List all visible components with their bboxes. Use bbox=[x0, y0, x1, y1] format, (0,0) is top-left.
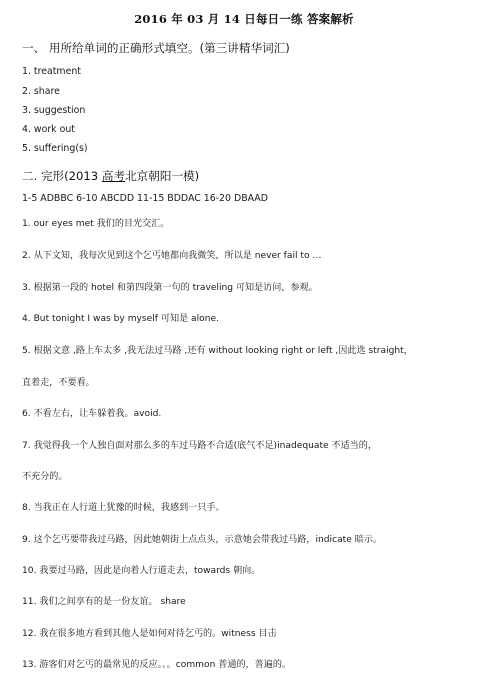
document-title: 2016 年 03 月 14 日每日一练 答案解析 bbox=[134, 12, 354, 26]
cloze-answer-key: 1-5 ADBBC 6-10 ABCDD 11-15 BDDAC 16-20 DBAAD bbox=[22, 193, 268, 204]
explanation-line: 9. 这个乞丐要带我过马路，因此她朝街上点点头，示意她会带我过马路，indicate 暗示。 bbox=[22, 535, 382, 545]
section-two-heading-underlined: 高考 bbox=[101, 169, 126, 183]
answer-line: 5. suffering(s) bbox=[22, 143, 88, 154]
explanation-line: 3. 根据第一段的 hotel 和第四段第一句的 traveling 可知是访问，参观。 bbox=[22, 283, 318, 293]
explanation-line: 1. our eyes met 我们的目光交汇。 bbox=[22, 219, 170, 229]
answer-line: 1. treatment bbox=[22, 66, 81, 77]
explanation-line: 7. 我觉得我一个人独自面对那么多的车过马路不合适(底气不足)inadequate 不适当的， bbox=[22, 441, 377, 451]
explanation-line: 2. 从下文知，我每次见到这个乞丐她都向我微笑，所以是 never fail to … bbox=[22, 251, 322, 261]
explanation-line: 12. 我在很多地方看到其他人是如何对待乞丐的。witness 目击 bbox=[22, 629, 277, 639]
explanation-line: 11. 我们之间享有的是一份友谊。 share bbox=[22, 597, 186, 607]
explanation-line: 13. 游客们对乞丐的最常见的反应。。。common 普通的，普遍的。 bbox=[22, 660, 292, 670]
explanation-line: 5. 根据文意 ,路上车太多 ,我无法过马路 ,还有 without looking right or left ,因此选 straight， bbox=[22, 346, 413, 356]
explanation-line: 不充分的。 bbox=[22, 472, 68, 482]
answer-line: 2. share bbox=[22, 86, 60, 97]
explanation-line: 直着走，不要看。 bbox=[22, 378, 95, 388]
explanation-line: 6. 不看左右，让车躲着我。avoid. bbox=[22, 409, 162, 419]
explanation-line: 8. 当我正在人行道上犹豫的时候，我感到一只手。 bbox=[22, 503, 225, 513]
answer-line: 3. suggestion bbox=[22, 105, 86, 116]
section-two-heading-suffix: 北京朝阳一模) bbox=[125, 169, 200, 183]
explanation-line: 4. But tonight I was by myself 可知是 alone. bbox=[22, 314, 219, 324]
section-two-heading bbox=[22, 168, 199, 184]
answer-line: 4. work out bbox=[22, 124, 75, 135]
section-two-heading-prefix: 二. 完形(2013 bbox=[22, 169, 102, 183]
explanation-line: 10. 我要过马路，因此是向着人行道走去，towards 朝向。 bbox=[22, 566, 261, 576]
section-one-heading: 一、 用所给单词的正确形式填空。(第三讲精华词汇) bbox=[22, 41, 290, 55]
